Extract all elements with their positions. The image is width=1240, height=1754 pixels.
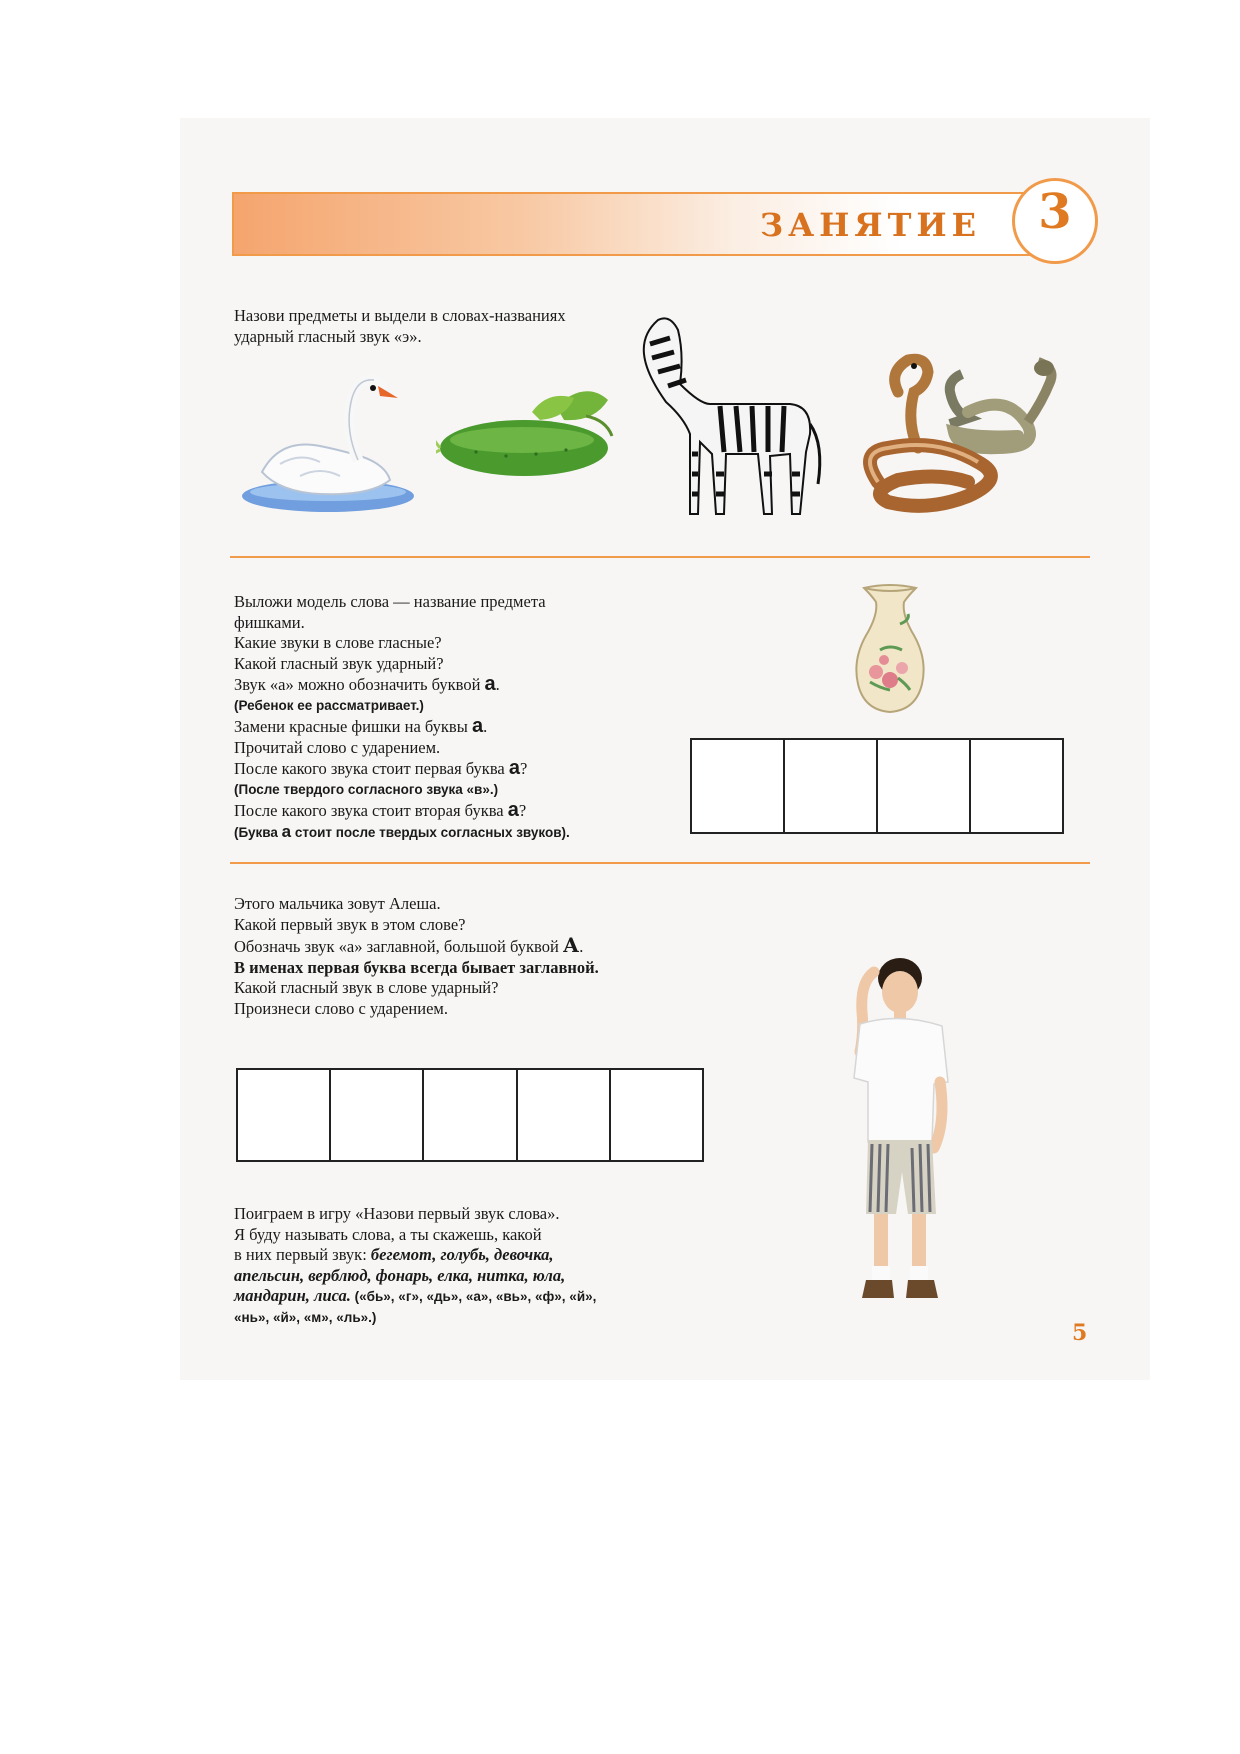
lesson-number: 3 xyxy=(1038,184,1072,240)
section3-instructions xyxy=(234,894,599,1019)
section3-line2: Какой первый звук в этом слове? xyxy=(234,914,466,934)
grid-cell[interactable] xyxy=(878,740,971,832)
lesson-title: ЗАНЯТИЕ xyxy=(760,206,982,244)
grid-cell[interactable] xyxy=(785,740,878,832)
word-model-grid-5 xyxy=(236,1068,704,1162)
section1-line2: ударный гласный звук «э». xyxy=(234,326,422,346)
section2-line9: После какого звука стоит первая буква а? xyxy=(234,757,528,779)
section2-line12: (Буква а стоит после твердых согласных звуков). xyxy=(234,821,570,841)
section3-line3: Обозначь звук «а» заглавной, большой буквой А. xyxy=(234,933,584,957)
snakes-image xyxy=(858,352,1078,520)
section4-instructions xyxy=(234,1204,596,1328)
vase-image xyxy=(850,584,930,716)
section2-line3: Какие звуки в слове гласные? xyxy=(234,633,442,652)
section2-line8: Прочитай слово с ударением. xyxy=(234,737,441,757)
section2-line10: (После твердого согласного звука «в».) xyxy=(234,781,499,797)
section4-line4: апельсин, верблюд, фонарь, елка, нитка, юла, xyxy=(234,1265,566,1285)
section-divider-1 xyxy=(230,556,1090,558)
section4-line5: мандарин, лиса. («бь», «г», «дь», «а», «вь», «ф», «й», xyxy=(234,1286,597,1305)
grid-cell[interactable] xyxy=(424,1070,517,1160)
section4-line6: «нь», «й», «м», «ль».) xyxy=(234,1309,377,1325)
grid-cell[interactable] xyxy=(692,740,785,832)
swan-image xyxy=(240,368,420,518)
section2-line4: Какой гласный звук ударный? xyxy=(234,653,444,673)
section-divider-2 xyxy=(230,862,1090,864)
cucumber-image xyxy=(436,380,624,490)
section2-line2: фишками. xyxy=(234,612,305,632)
word-model-grid-4 xyxy=(690,738,1064,834)
section4-line2: Я буду называть слова, а ты скажешь, какой xyxy=(234,1224,542,1244)
zebra-image xyxy=(640,314,830,524)
section3-line6: Произнеси слово с ударением. xyxy=(234,998,448,1018)
page-number: 5 xyxy=(1072,1320,1088,1346)
grid-cell[interactable] xyxy=(611,1070,702,1160)
section2-line11: После какого звука стоит вторая буква а? xyxy=(234,799,527,821)
grid-cell[interactable] xyxy=(331,1070,424,1160)
section2-line1: Выложи модель слова — название предмета xyxy=(234,592,546,611)
section1-line1: Назови предметы и выдели в словах-названиях xyxy=(234,306,566,325)
section2-instructions xyxy=(234,592,570,843)
section2-line7: Замени красные фишки на буквы а. xyxy=(234,715,488,737)
grid-cell[interactable] xyxy=(971,740,1062,832)
grid-cell[interactable] xyxy=(518,1070,611,1160)
section2-line5: Звук «а» можно обозначить буквой а. xyxy=(234,673,500,695)
section2-line6: (Ребенок ее рассматривает.) xyxy=(234,697,424,713)
section4-line3: в них первый звук: бегемот, голубь, девочка, xyxy=(234,1245,554,1264)
boy-image xyxy=(830,952,970,1314)
grid-cell[interactable] xyxy=(238,1070,331,1160)
section3-line4: В именах первая буква всегда бывает заглавной. xyxy=(234,957,599,977)
section4-line1: Поиграем в игру «Назови первый звук слова». xyxy=(234,1204,560,1223)
section3-line1: Этого мальчика зовут Алеша. xyxy=(234,894,441,913)
section3-line5: Какой гласный звук в слове ударный? xyxy=(234,978,499,997)
section1-instructions xyxy=(234,306,566,347)
